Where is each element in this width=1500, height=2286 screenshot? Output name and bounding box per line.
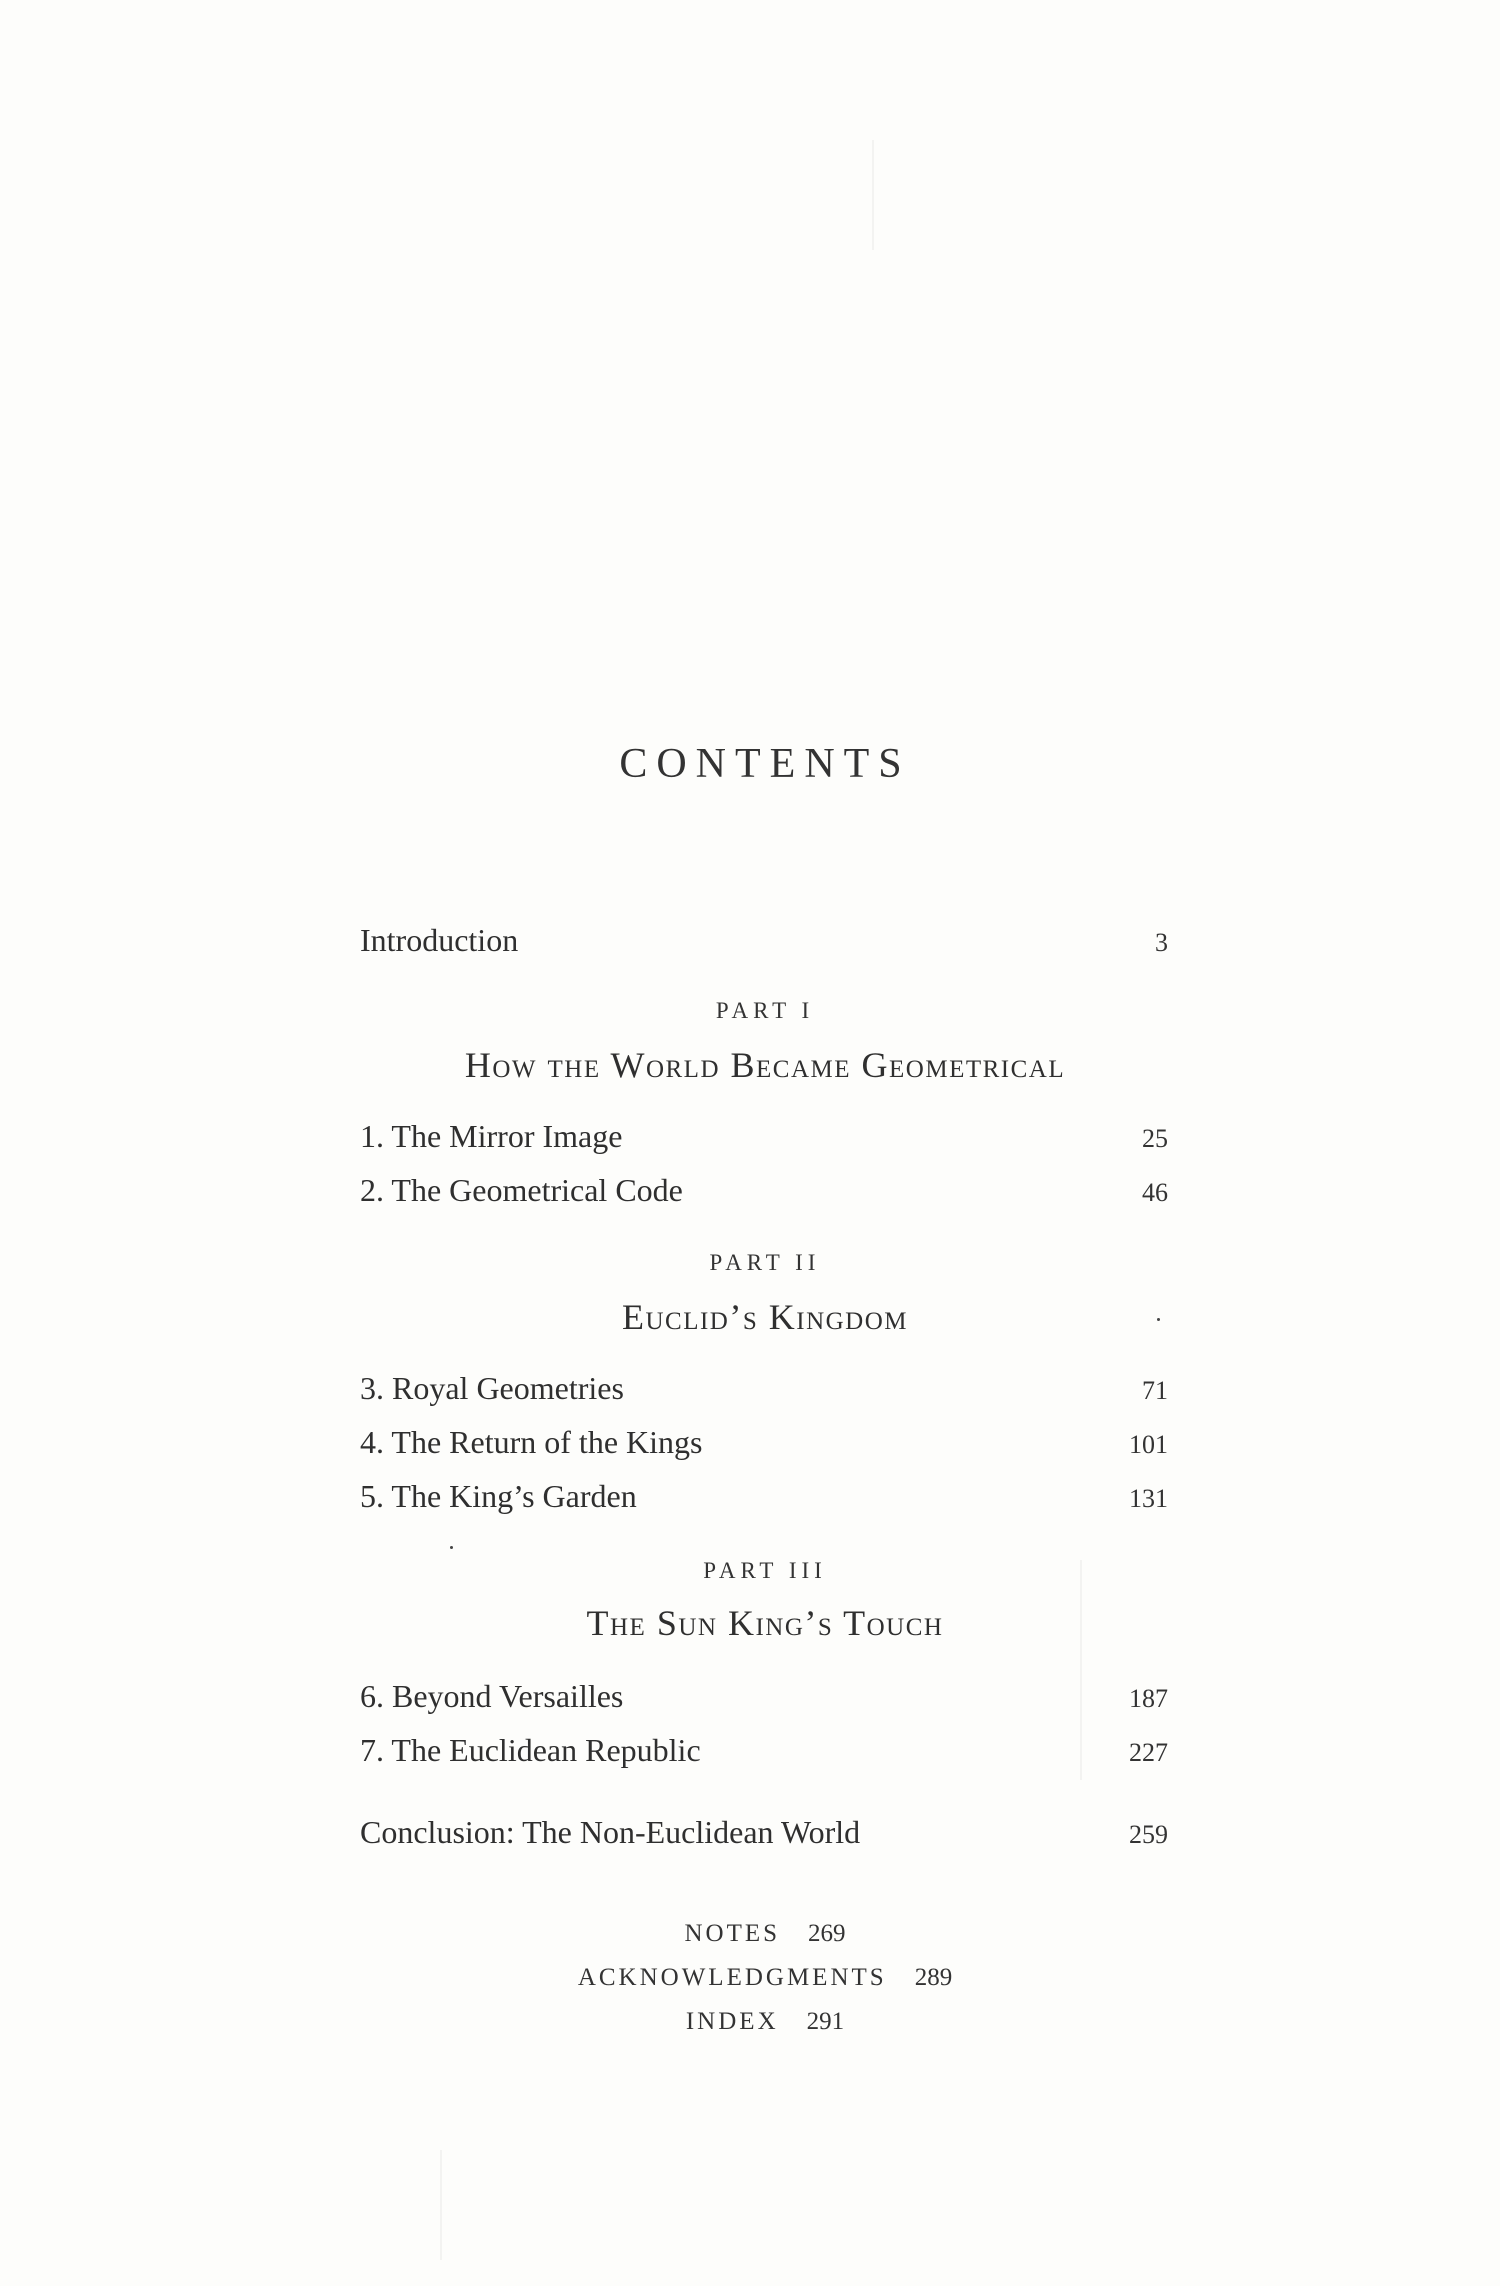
scan-dot-mark	[450, 1546, 453, 1549]
toc-entry-label: Introduction	[360, 922, 519, 958]
back-matter-notes[interactable]	[0, 1920, 1500, 1948]
part-title: How the World Became Geometrical	[464, 1045, 1066, 1085]
toc-entry-label: 7. The Euclidean Republic	[360, 1732, 701, 1768]
toc-entry-chapter-5[interactable]	[360, 1478, 1168, 1515]
toc-entry-chapter-2[interactable]	[360, 1172, 1168, 1209]
part-title: Euclid’s Kingdom	[621, 1297, 909, 1337]
toc-entry-chapter-1[interactable]	[360, 1118, 1168, 1155]
toc-entry-page: 3	[1155, 928, 1168, 957]
toc-entry-label: 4. The Return of the Kings	[360, 1424, 703, 1460]
part-label: PART III	[703, 1558, 827, 1583]
toc-entry-page: 187	[1129, 1684, 1168, 1713]
back-matter-index[interactable]	[0, 2008, 1500, 2036]
back-matter-label: NOTES	[684, 1920, 781, 1947]
toc-entry-chapter-7[interactable]	[360, 1732, 1168, 1769]
back-matter-page: 289	[914, 1964, 953, 1991]
page-title: CONTENTS	[619, 741, 911, 787]
part-title: The Sun King’s Touch	[586, 1603, 944, 1643]
back-matter-page: 291	[806, 2008, 845, 2035]
scan-dot-mark	[1157, 1318, 1160, 1321]
back-matter-label: INDEX	[685, 2008, 779, 2035]
toc-entry-label: Conclusion: The Non-Euclidean World	[360, 1814, 861, 1850]
toc-entry-label: 2. The Geometrical Code	[360, 1172, 683, 1208]
toc-entry-page: 259	[1129, 1820, 1168, 1849]
toc-entry-introduction[interactable]	[360, 922, 1168, 959]
toc-entry-chapter-4[interactable]	[360, 1424, 1168, 1461]
back-matter-label: ACKNOWLEDGMENTS	[577, 1964, 887, 1991]
scan-artifact	[872, 140, 874, 250]
scan-artifact	[440, 2150, 442, 2260]
toc-entry-label: 5. The King’s Garden	[360, 1478, 637, 1514]
back-matter-acknowledgments[interactable]	[0, 1964, 1500, 1992]
toc-entry-label: 1. The Mirror Image	[360, 1118, 623, 1154]
toc-entry-page: 131	[1129, 1484, 1168, 1513]
toc-entry-conclusion[interactable]	[360, 1814, 1168, 1851]
toc-entry-page: 46	[1142, 1178, 1168, 1207]
part-label: PART I	[715, 998, 815, 1023]
part-label: PART II	[709, 1250, 821, 1275]
toc-entry-page: 101	[1129, 1430, 1168, 1459]
toc-entry-chapter-3[interactable]	[360, 1370, 1168, 1407]
toc-entry-page: 227	[1129, 1738, 1168, 1767]
toc-entry-label: 3. Royal Geometries	[360, 1370, 624, 1406]
toc-entry-chapter-6[interactable]	[360, 1678, 1168, 1715]
toc-entry-page: 25	[1142, 1124, 1168, 1153]
toc-entry-page: 71	[1142, 1376, 1168, 1405]
toc-entry-label: 6. Beyond Versailles	[360, 1678, 624, 1714]
back-matter-page: 269	[808, 1920, 846, 1947]
